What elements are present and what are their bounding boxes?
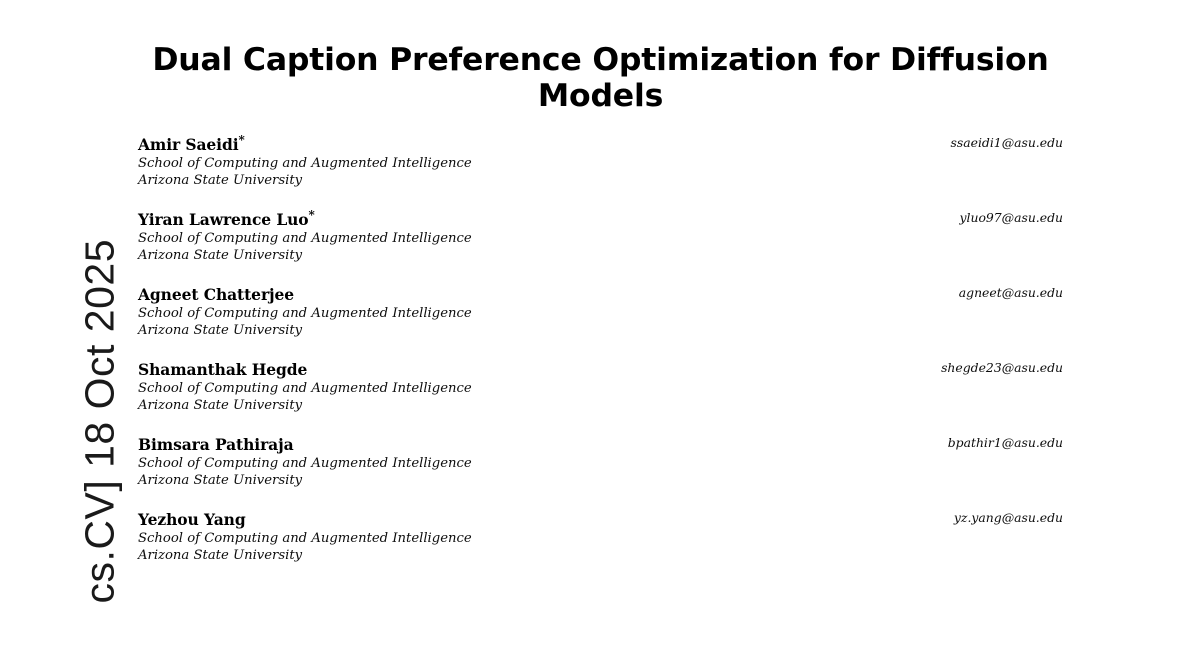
author-name-text: Yezhou Yang [138, 510, 246, 530]
author-footnote-marker: * [308, 208, 315, 222]
author-footnote-marker: * [238, 133, 245, 147]
author-list [138, 133, 1063, 583]
author-entry [138, 283, 1063, 358]
author-affiliation-line-1: School of Computing and Augmented Intelligence [138, 230, 472, 246]
author-affiliation-line-1: School of Computing and Augmented Intelligence [138, 155, 472, 171]
author-name-text: Shamanthak Hegde [138, 360, 308, 380]
author-affiliation-line-1: School of Computing and Augmented Intelligence [138, 380, 472, 396]
author-name [138, 433, 1063, 455]
author-entry [138, 433, 1063, 508]
author-email[interactable]: yluo97@asu.edu [959, 210, 1063, 225]
author-affiliation-line-2: Arizona State University [138, 472, 303, 488]
author-name [138, 508, 1063, 530]
author-name [138, 208, 1063, 230]
author-name [138, 133, 1063, 155]
author-entry [138, 358, 1063, 433]
author-affiliation-line-2: Arizona State University [138, 247, 303, 263]
author-affiliation-line-1: School of Computing and Augmented Intelligence [138, 455, 472, 471]
author-email[interactable]: shegde23@asu.edu [941, 360, 1063, 375]
author-email[interactable]: yz.yang@asu.edu [953, 510, 1063, 525]
author-affiliation-line-1: School of Computing and Augmented Intelligence [138, 530, 472, 546]
author-name-text: Yiran Lawrence Luo [138, 210, 309, 230]
author-entry [138, 208, 1063, 283]
author-name [138, 358, 1063, 380]
author-name-text: Bimsara Pathiraja [138, 435, 294, 455]
arxiv-stamp-text: cs.CV] 18 Oct 2025 [76, 238, 123, 604]
author-email[interactable]: agneet@asu.edu [958, 285, 1063, 300]
author-affiliation-line-2: Arizona State University [138, 397, 303, 413]
author-affiliation-line-2: Arizona State University [138, 547, 303, 563]
arxiv-stamp [0, 0, 123, 648]
author-name [138, 283, 1063, 305]
author-entry [138, 508, 1063, 583]
author-affiliation-line-2: Arizona State University [138, 322, 303, 338]
author-entry [138, 133, 1063, 208]
author-affiliation-line-1: School of Computing and Augmented Intelligence [138, 305, 472, 321]
author-name-text: Amir Saeidi [138, 135, 239, 155]
author-email[interactable]: bpathir1@asu.edu [947, 435, 1063, 450]
author-affiliation-line-2: Arizona State University [138, 172, 303, 188]
page-title: Dual Caption Preference Optimization for Diffusion Models [152, 42, 1049, 115]
author-name-text: Agneet Chatterjee [138, 285, 295, 305]
author-email[interactable]: ssaeidi1@asu.edu [950, 135, 1063, 150]
